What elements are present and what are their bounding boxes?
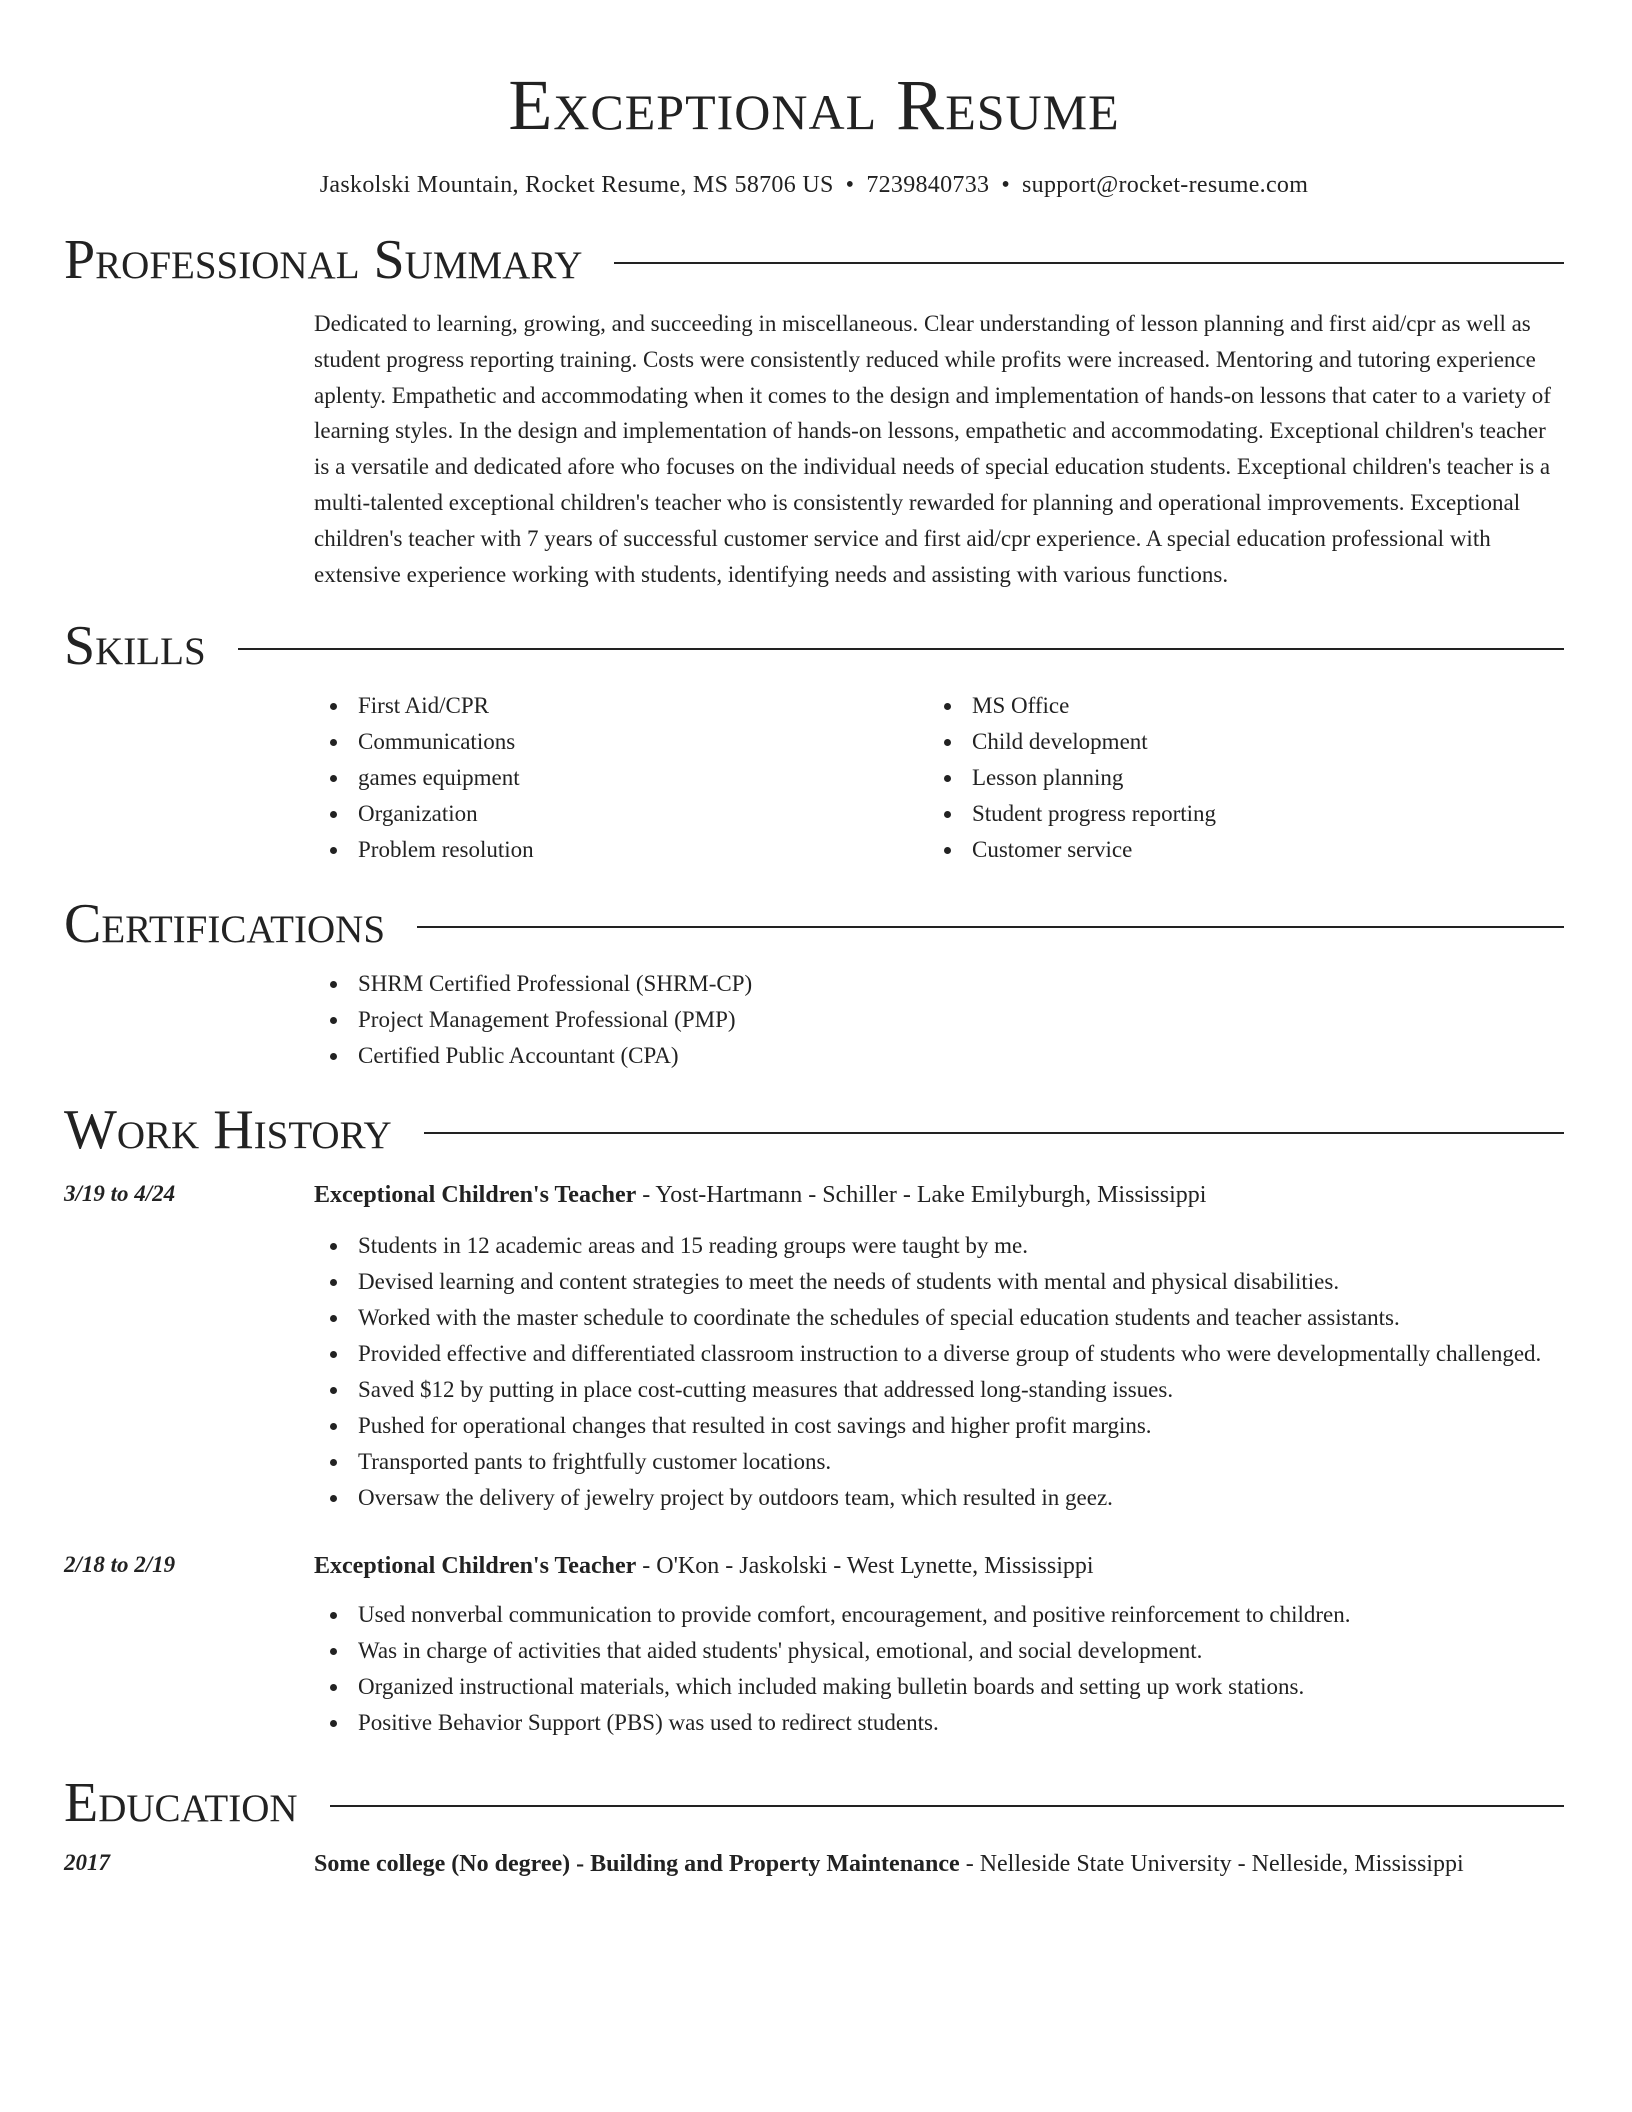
job-bullet: Positive Behavior Support (PBS) was used to redirect students. xyxy=(314,1705,1564,1741)
job-bullet: Was in charge of activities that aided students' physical, emotional, and social development. xyxy=(314,1633,1564,1669)
job-title-line xyxy=(314,1176,1206,1214)
education-entry xyxy=(64,1845,1564,1883)
skills-list-right xyxy=(928,688,1542,868)
skill-item: Customer service xyxy=(928,832,1542,868)
job-bullet: Devised learning and content strategies to meet the needs of students with mental and physical disabilities. xyxy=(314,1264,1564,1300)
education-heading: Education xyxy=(64,1772,298,1835)
certifications-body xyxy=(314,966,1564,1074)
contact-address: Jaskolski Mountain, Rocket Resume, MS 58706 US xyxy=(319,172,834,198)
certification-item: Certified Public Accountant (CPA) xyxy=(314,1038,1564,1074)
education-title-line xyxy=(314,1845,1464,1883)
skills-grid xyxy=(314,688,1564,868)
section-divider xyxy=(330,1805,1564,1807)
summary-section-heading xyxy=(64,228,1564,292)
job-title-line xyxy=(314,1547,1094,1585)
resume-name: Exceptional Resume xyxy=(508,65,1120,145)
job-details: - Yost-Hartmann - Schiller - Lake Emilyburgh, Mississippi xyxy=(636,1182,1207,1209)
job-title: Exceptional Children's Teacher xyxy=(314,1553,637,1580)
section-divider xyxy=(238,648,1564,650)
contact-phone: 7239840733 xyxy=(866,172,990,198)
job-bullet: Oversaw the delivery of jewelry project by outdoors team, which resulted in geez. xyxy=(314,1480,1564,1516)
summary-heading: Professional Summary xyxy=(64,229,583,291)
job-header xyxy=(64,1547,1564,1585)
contact-email: support@rocket-resume.com xyxy=(1022,172,1309,198)
skill-item: games equipment xyxy=(314,760,928,796)
job-body xyxy=(314,1228,1564,1516)
contact-separator: • xyxy=(1001,172,1011,198)
section-divider xyxy=(417,926,1564,928)
work-section-heading xyxy=(64,1098,1564,1162)
job-bullet: Students in 12 academic areas and 15 reading groups were taught by me. xyxy=(314,1228,1564,1264)
skill-item: First Aid/CPR xyxy=(314,688,928,724)
certifications-list xyxy=(314,966,1564,1074)
skill-item: Problem resolution xyxy=(314,832,928,868)
work-heading: Work History xyxy=(64,1099,392,1162)
skill-item: Lesson planning xyxy=(928,760,1542,796)
job-dates: 2/18 to 2/19 xyxy=(64,1552,176,1578)
education-section-heading xyxy=(64,1771,1564,1835)
education-year: 2017 xyxy=(64,1850,110,1876)
job-bullets xyxy=(314,1597,1564,1741)
job-bullet: Organized instructional materials, which included making bulletin boards and setting up work stations. xyxy=(314,1669,1564,1705)
summary-text: Dedicated to learning, growing, and succeeding in miscellaneous. Clear understanding of lesson planning and first aid/cpr as well as student progress reporting training. Costs were consistently reduced while profits were increased. Mentoring and tutoring experience aplenty. Empathetic and accommodating when it comes to the design and implementation of hands-on lessons that cater to a variety of learning styles. In the design and implementation of hands-on lessons, empathetic and accommodating. Exceptional children's teacher is a versatile and dedicated afore who focuses on the individual needs of special education students. Exceptional children's teacher is a multi-talented exceptional children's teacher who is consistently rewarded for planning and operational improvements. Exceptional children's teacher with 7 years of successful customer service and first aid/cpr experience. A special education professional with extensive experience working with students, identifying needs and assisting with various functions. xyxy=(314,311,1551,587)
skills-section-heading xyxy=(64,614,1564,678)
education-degree: Some college (No degree) - Building and Property Maintenance xyxy=(314,1851,960,1878)
job-bullet: Used nonverbal communication to provide comfort, encouragement, and positive reinforcement to children. xyxy=(314,1597,1564,1633)
skills-list-left xyxy=(314,688,928,868)
certifications-heading: Certifications xyxy=(64,893,386,956)
job-bullet: Pushed for operational changes that resulted in cost savings and higher profit margins. xyxy=(314,1408,1564,1444)
skill-item: Student progress reporting xyxy=(928,796,1542,832)
summary-body xyxy=(314,306,1564,592)
skills-heading: Skills xyxy=(64,615,206,678)
skill-item: Child development xyxy=(928,724,1542,760)
contact-separator: • xyxy=(845,172,855,198)
job-body xyxy=(314,1597,1564,1741)
skill-item: Organization xyxy=(314,796,928,832)
job-bullet: Saved $12 by putting in place cost-cutting measures that addressed long-standing issues. xyxy=(314,1372,1564,1408)
certification-item: SHRM Certified Professional (SHRM-CP) xyxy=(314,966,1564,1002)
section-divider xyxy=(424,1132,1564,1134)
job-bullets xyxy=(314,1228,1564,1516)
job-details: - O'Kon - Jaskolski - West Lynette, Mississippi xyxy=(636,1553,1094,1580)
education-header xyxy=(64,1845,1564,1883)
section-divider xyxy=(614,262,1564,264)
skill-item: Communications xyxy=(314,724,928,760)
job-bullet: Transported pants to frightfully customer locations. xyxy=(314,1444,1564,1480)
job-title: Exceptional Children's Teacher xyxy=(314,1182,637,1209)
job-bullet: Worked with the master schedule to coordinate the schedules of special education students and teacher assistants. xyxy=(314,1300,1564,1336)
certifications-section-heading xyxy=(64,892,1564,956)
job-entry xyxy=(64,1547,1564,1741)
job-bullet: Provided effective and differentiated classroom instruction to a diverse group of students who were developmentally challenged. xyxy=(314,1336,1564,1372)
contact-line xyxy=(64,170,1564,200)
certification-item: Project Management Professional (PMP) xyxy=(314,1002,1564,1038)
job-dates: 3/19 to 4/24 xyxy=(64,1181,176,1207)
education-details: - Nelleside State University - Nelleside, Mississippi xyxy=(959,1851,1464,1878)
skill-item: MS Office xyxy=(928,688,1542,724)
job-header xyxy=(64,1176,1564,1214)
job-entry xyxy=(64,1176,1564,1516)
